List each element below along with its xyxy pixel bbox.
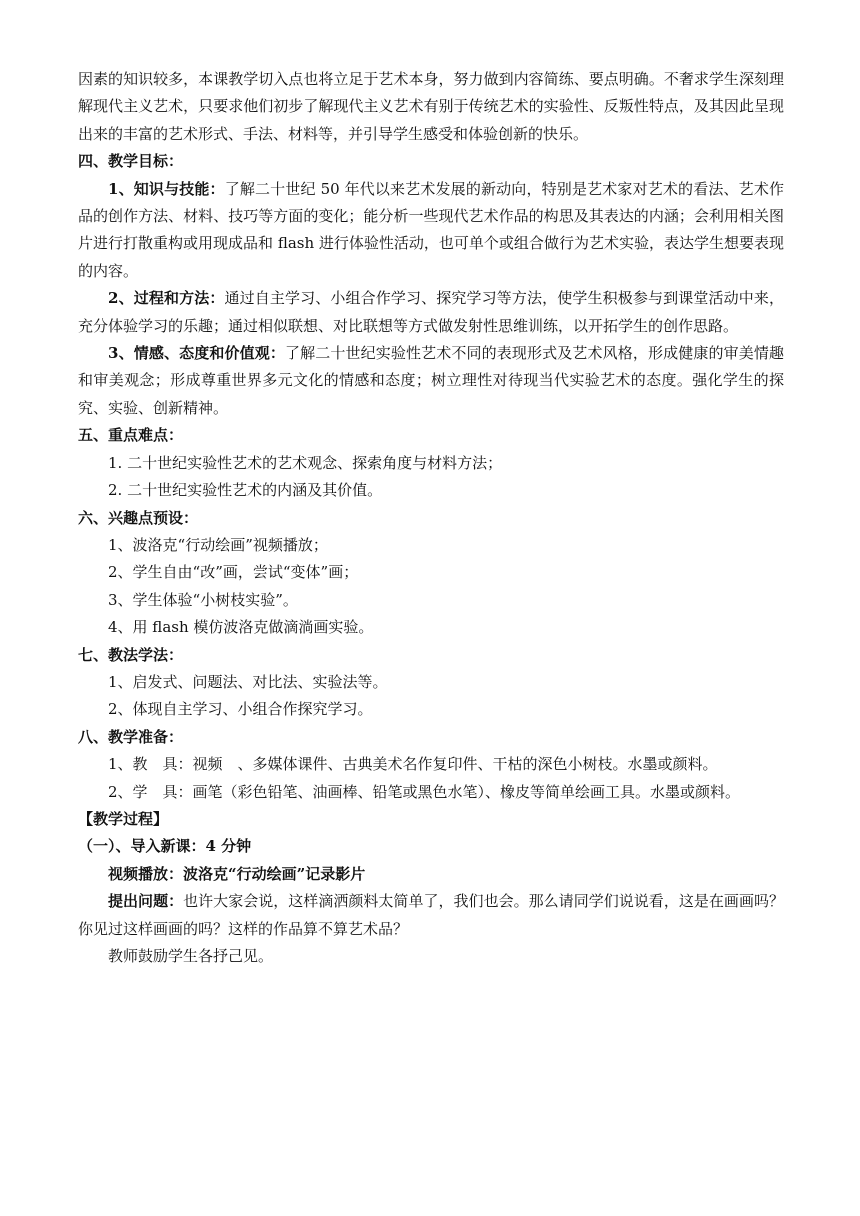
goal-text: 了解二十世纪实验性艺术不同的表现形式及艺术风格，形成健康的审美情趣和审美观念；形成尊重世界多元文化的情感和态度；树立理性对待现当代实验艺术的态度。强化学生的探究、实验、创新精神。 (78, 344, 784, 417)
key-point-item: 2. 二十世纪实验性艺术的内涵及其价值。 (108, 481, 383, 500)
method-item: 1、启发式、问题法、对比法、实验法等。 (108, 672, 388, 691)
goal-item-attitude (78, 340, 784, 422)
video-line: 视频播放：波洛克“行动绘画”记录影片 (108, 864, 366, 883)
process-heading: 【教学过程】 (78, 809, 169, 828)
interest-item: 2、学生自由“改”画，尝试“变体”画； (108, 563, 359, 582)
key-point-item: 1. 二十世纪实验性艺术的艺术观念、探索角度与材料方法； (108, 453, 503, 472)
goal-item-knowledge (78, 176, 784, 286)
document-page (78, 66, 784, 970)
closing-line: 教师鼓励学生各抒己见。 (108, 947, 274, 965)
method-item: 2、体现自主学习、小组合作探究学习。 (108, 700, 373, 719)
goal-item-process (78, 285, 784, 340)
goal-label: 3、情感、态度和价值观： (108, 344, 285, 363)
goal-label: 2、过程和方法： (108, 289, 225, 308)
question-label: 提出问题： (108, 892, 184, 911)
interest-item: 1、波洛克“行动绘画”视频播放； (108, 535, 328, 554)
goal-label: 1、知识与技能： (108, 179, 225, 198)
goals-heading: 四、教学目标： (78, 152, 184, 171)
question-paragraph (78, 888, 784, 943)
interest-item: 3、学生体验“小树枝实验”。 (108, 590, 298, 609)
intro-paragraph: 因素的知识较多，本课教学切入点也将立足于艺术本身，努力做到内容简练、要点明确。不奢求学生深刻理解现代主义艺术，只要求他们初步了解现代主义艺术有别于传统艺术的实验性、反叛性特点，及其因此呈现出来的丰富的艺术形式、手法、材料等，并引导学生感受和体验创新的快乐。 (78, 70, 784, 143)
key-points-heading: 五、重点难点： (78, 426, 184, 445)
methods-heading: 七、教法学法： (78, 645, 184, 664)
process-sub-heading: （一）、导入新课：4 分钟 (78, 837, 252, 856)
interest-heading: 六、兴趣点预设： (78, 508, 199, 527)
goal-text: 通过自主学习、小组合作学习、探究学习等方法，使学生积极参与到课堂活动中来，充分体验学习的乐趣；通过相似联想、对比联想等方式做发射性思维训练，以开拓学生的创作思路。 (78, 289, 784, 335)
interest-item: 4、用 flash 模仿波洛克做滴淌画实验。 (108, 618, 374, 637)
prep-item-teacher-tools: 1、教 具：视频 、多媒体课件、古典美术名作复印件、干枯的深色小树枝。水墨或颜料。 (108, 755, 718, 774)
goal-text: 了解二十世纪 50 年代以来艺术发展的新动向，特别是艺术家对艺术的看法、艺术作品的创作方法、材料、技巧等方面的变化；能分析一些现代艺术作品的构思及其表达的内涵；会利用相关图片进行打散重构或用现成品和 flash 进行体验性活动，也可单个或组合做行为艺术实验，表达学生想要表现的内容。 (78, 179, 784, 280)
prep-item-student-tools: 2、学 具：画笔（彩色铅笔、油画棒、铅笔或黑色水笔）、橡皮等简单绘画工具。水墨或颜料。 (108, 782, 741, 801)
prep-heading: 八、教学准备： (78, 727, 184, 746)
question-text: 也许大家会说，这样滴洒颜料太简单了，我们也会。那么请同学们说说看，这是在画画吗？你见过这样画画的吗？这样的作品算不算艺术品？ (78, 892, 784, 938)
